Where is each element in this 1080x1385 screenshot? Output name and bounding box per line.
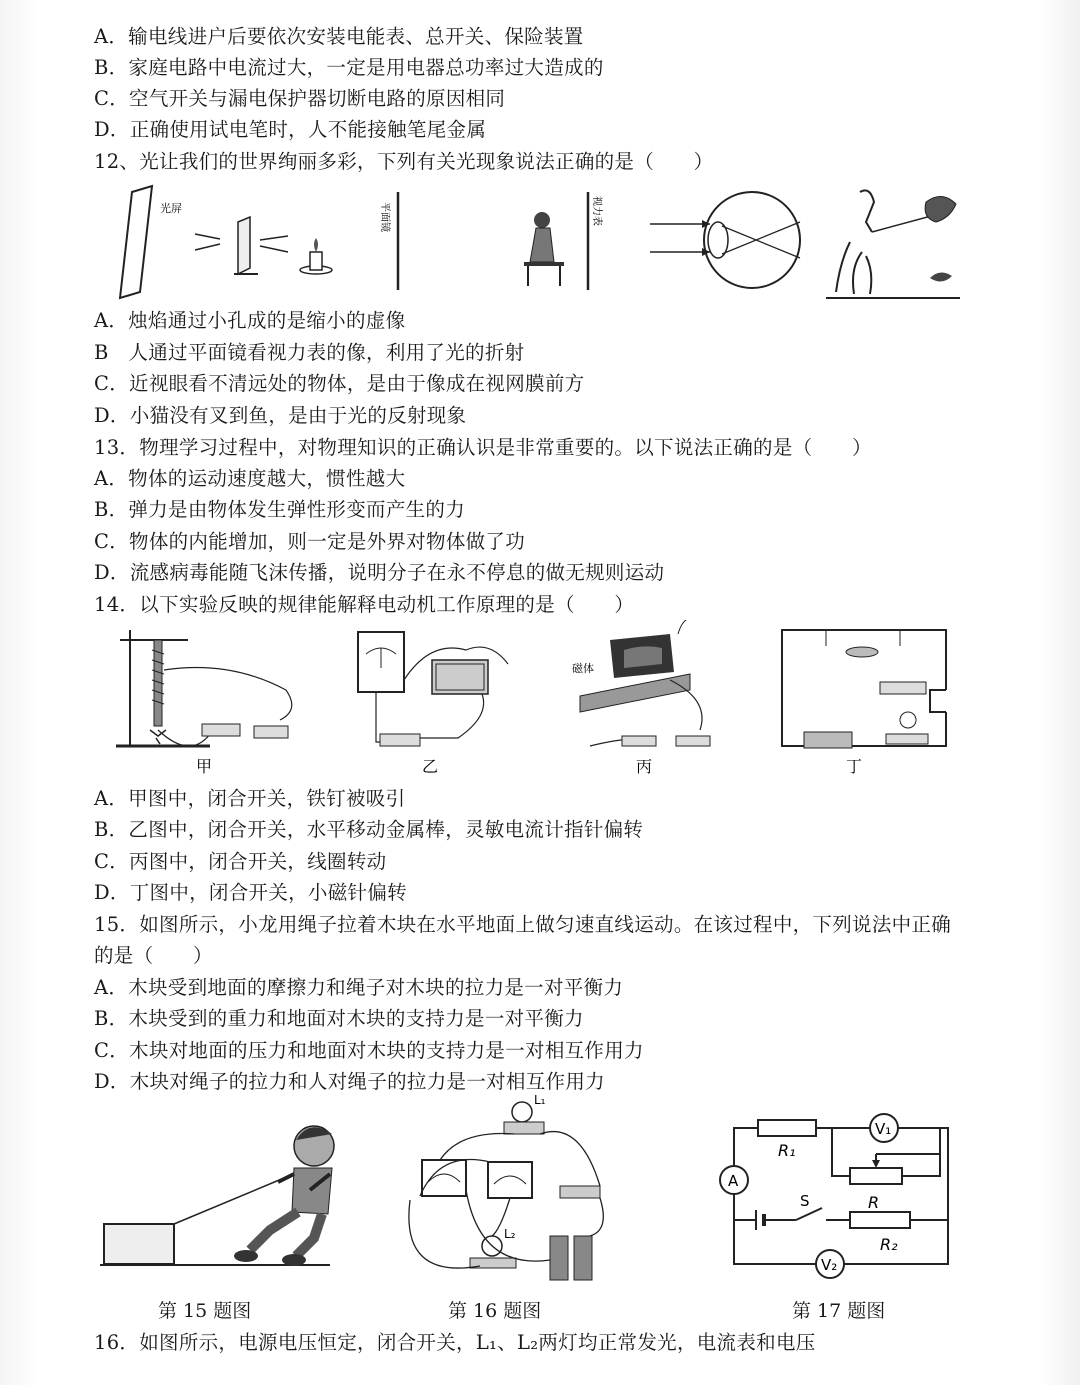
q11-option-b: B．家庭电路中电流过大，一定是用电器总功率过大造成的: [94, 56, 604, 79]
q12-option-d: D．小猫没有叉到鱼，是由于光的反射现象: [94, 404, 467, 427]
a-label: A: [728, 1172, 739, 1190]
pinhole-figure: [120, 186, 332, 298]
r1-label: R₁: [778, 1141, 796, 1160]
fig16-l1-label: L₁: [534, 1093, 546, 1107]
fig16-circuit-photo: [400, 1090, 620, 1290]
fig17-schematic: [710, 1110, 970, 1285]
fig17-caption: 第 17 题图: [792, 1300, 886, 1322]
figure-jia-label: 甲: [196, 757, 213, 776]
eye-figure: [650, 192, 800, 288]
q13-stem: 13．物理学习过程中，对物理知识的正确认识是非常重要的。以下说法正确的是（ ）: [94, 436, 872, 459]
q13-option-a: A．物体的运动速度越大，惯性越大: [94, 467, 406, 490]
q15-stem-line1: 15．如图所示，小龙用绳子拉着木块在水平地面上做匀速直线运动。在该过程中，下列说法中正确: [94, 913, 952, 936]
r-label: R: [868, 1193, 880, 1212]
q14-stem: 14．以下实验反映的规律能解释电动机工作原理的是（ ）: [94, 593, 635, 616]
mirror-figure: [379, 192, 604, 290]
v2-label: V₂: [821, 1256, 838, 1274]
q12-option-c: C．近视眼看不清远处的物体，是由于像成在视网膜前方: [94, 372, 585, 395]
q12-figures: [110, 182, 990, 304]
mirror-label: 平面镜: [379, 202, 390, 232]
q11-option-c: C．空气开关与漏电保护器切断电路的原因相同: [94, 87, 506, 110]
q14-figures: [110, 620, 960, 780]
figure-yi-label: 乙: [422, 757, 439, 776]
q16-stem: 16．如图所示，电源电压恒定，闭合开关，L₁、L₂两灯均正常发光，电流表和电压: [94, 1331, 816, 1354]
fig15-boy-pulling-block: [100, 1110, 360, 1270]
q14-option-c: C．丙图中，闭合开关，线圈转动: [94, 850, 387, 873]
q14-option-d: D．丁图中，闭合开关，小磁针偏转: [94, 881, 407, 904]
q11-option-d: D．正确使用试电笔时，人不能接触笔尾金属: [94, 118, 487, 141]
v1-label: V₁: [875, 1120, 892, 1138]
fig15-caption: 第 15 题图: [158, 1300, 252, 1322]
figure-yi: [358, 632, 508, 776]
fig16-l2-label: L₂: [504, 1227, 516, 1241]
q15-option-a: A．木块受到地面的摩擦力和绳子对木块的拉力是一对平衡力: [94, 976, 624, 999]
magnet-label: 磁体: [572, 662, 594, 675]
q11-option-a: A．输电线进户后要依次安装电能表、总开关、保险装置: [94, 25, 584, 48]
figure-jia: [116, 630, 292, 776]
q12-stem: 12、光让我们的世界绚丽多彩，下列有关光现象说法正确的是（ ）: [94, 150, 714, 173]
s-label: S: [800, 1192, 810, 1210]
figure-ding-label: 丁: [846, 757, 863, 776]
cat-fish-figure: [826, 190, 960, 298]
q15-option-d: D．木块对绳子的拉力和人对绳子的拉力是一对相互作用力: [94, 1070, 605, 1093]
q13-option-d: D．流感病毒能随飞沫传播，说明分子在永不停息的做无规则运动: [94, 561, 665, 584]
q14-option-b: B．乙图中，闭合开关，水平移动金属棒，灵敏电流计指针偏转: [94, 818, 644, 841]
chart-label: 视力表: [591, 196, 602, 226]
screen-label: 光屏: [160, 202, 182, 215]
q15-option-c: C．木块对地面的压力和地面对木块的支持力是一对相互作用力: [94, 1039, 644, 1062]
r2-label: R₂: [880, 1235, 898, 1254]
q13-option-b: B．弹力是由物体发生弹性形变而产生的力: [94, 498, 466, 521]
q13-option-c: C．物体的内能增加，则一定是外界对物体做了功: [94, 530, 526, 553]
q14-option-a: A．甲图中，闭合开关，铁钉被吸引: [94, 787, 406, 810]
figure-ding: [782, 630, 950, 776]
figure-bing: [572, 620, 710, 776]
q15-stem-line2: 的是（ ）: [94, 944, 213, 967]
q15-option-b: B．木块受到的重力和地面对木块的支持力是一对平衡力: [94, 1007, 584, 1030]
fig16-caption: 第 16 题图: [448, 1300, 542, 1322]
q12-option-a: A．烛焰通过小孔成的是缩小的虚像: [94, 309, 406, 332]
q12-option-b: B 人通过平面镜看视力表的像，利用了光的折射: [94, 341, 525, 364]
figure-bing-label: 丙: [636, 757, 653, 776]
